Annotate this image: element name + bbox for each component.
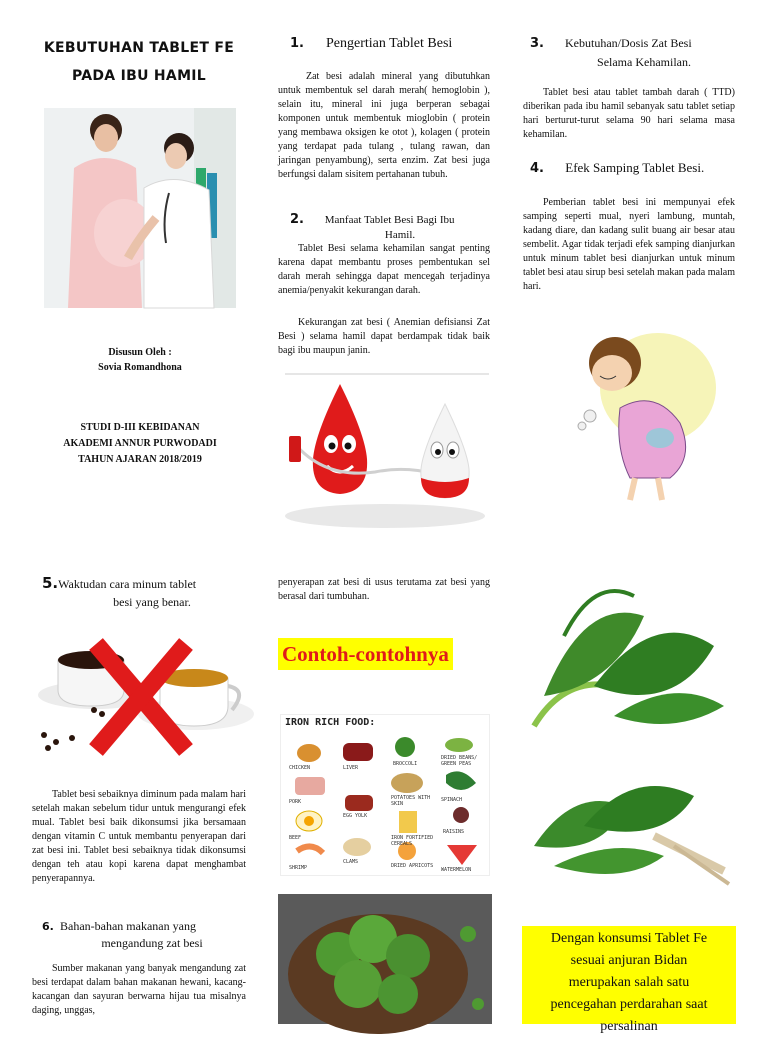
- section-1-body: Zat besi adalah mineral yang dibutuhkan untuk membentuk sel darah merah( hemoglobin ), selain itu, mineral ini juga berperan sebagai komponen untuk membentuk mioglobin ( protein yang membawa oksigen ke otot ), kolagen ( protein yang terdapat pada tulang , tulang rawan, dan jaringan penyambung), serta enzim. Zat besi juga berfungsi dalam sisitem pertahanan tubuh.: [278, 71, 490, 180]
- broccoli-photo: [278, 894, 492, 1024]
- pregnant-woman-checkup-photo: [44, 108, 236, 308]
- iron-food-label: IRON FORTIFIED CEREALS: [391, 835, 434, 847]
- iron-food-title: IRON RICH FOOD:: [285, 717, 376, 728]
- section-4-heading: 4. Efek Samping Tablet Besi.: [530, 160, 705, 176]
- iron-rich-food-chart: [280, 714, 490, 876]
- continued-body: penyerapan zat besi di usus terutama zat besi yang berasal dari tumbuhan.: [278, 577, 490, 602]
- section-5-body: Tablet besi sebaiknya diminum pada malam hari setelah makan sebelum tidur untuk mengurangi efek mual. Tablet besi baik dikonsumsi jika bersamaan dengan vitamin C untuk membantu penyerapan dari zat besi ini. Tablet besi sebaiknya tidak dikonsumsi dengan teh atau kopi karena dapat menghambat penyerapannya.: [32, 789, 246, 884]
- institution-block: STUDI D-III KEBIDANAN AKADEMI ANNUR PURWODADI TAHUN AJARAN 2018/2019: [63, 422, 217, 465]
- closing-message-box: Dengan konsumsi Tablet Fe sesuai anjuran Bidan merupakan salah satu pencegahan perdarahan saat persalinan: [522, 926, 736, 1024]
- iron-food-label: WATERMELON: [441, 867, 472, 873]
- iron-food-label: BROCCOLI: [393, 761, 418, 767]
- nauseous-pregnant-woman-illustration: [560, 328, 720, 508]
- iron-food-label: CLAMS: [343, 859, 359, 865]
- section-1-heading: 1. Pengertian Tablet Besi: [290, 36, 453, 51]
- section-2-body-1: Tablet Besi selama kehamilan sangat penting karena dapat membantu proses pembentukan sel darah merah sehingga dapat mencegah terjadinya anemia/penyakit kekurangan darah.: [278, 243, 490, 296]
- iron-food-label: SPINACH: [441, 797, 463, 803]
- iron-food-label: LIVER: [343, 765, 359, 771]
- iron-food-label: POTATOES WITH SKIN: [391, 795, 431, 807]
- spinach-photo-1: [524, 576, 736, 738]
- iron-food-label: EGG YOLK: [343, 813, 368, 819]
- iron-food-label: RAISINS: [443, 829, 465, 835]
- section-6-heading: 6. Bahan-bahan makanan yang mengandung zat besi: [42, 919, 203, 950]
- spinach-photo-2: [524, 766, 736, 892]
- author-block: Disusun Oleh : Sovia Romandhona: [98, 347, 182, 373]
- section-6-body: Sumber makanan yang banyak mengandung zat besi terdapat dalam bahan makanan hewani, kacang-kacangan dan sayuran berwarna hijau tua misalnya daging, unggas,: [32, 963, 246, 1016]
- brochure-title: KEBUTUHAN TABLET FE PADA IBU HAMIL: [43, 40, 235, 84]
- iron-food-label: CHICKEN: [289, 765, 311, 771]
- iron-food-label: DRIED APRICOTS: [391, 863, 434, 869]
- section-2-heading: 2. Manfaat Tablet Besi Bagi Ibu Hamil.: [290, 212, 455, 241]
- iron-food-label: SHRIMP: [289, 865, 308, 871]
- iron-food-label: BEEF: [289, 835, 302, 841]
- section-3-heading: 3. Kebutuhan/Dosis Zat Besi Selama Kehamilan.: [530, 36, 692, 69]
- section-4-body: Pemberian tablet besi ini mempunyai efek samping seperti mual, nyeri lambung, muntah, kadang diare, dan kadang sulit buang air besar atau sembelit. Agar tidak terjadi efek samping dianjurkan untuk minum tablet besi dianjurkan untuk minum tablet besi atau sirup besi setelah makan pada malam hari.: [523, 197, 735, 292]
- examples-title: Contoh-contohnya: [278, 638, 453, 670]
- section-3-body: Tablet besi atau tablet tambah darah ( TTD) diberikan pada ibu hamil sebanyak satu tablet setiap hari berturut-turut selama 90 hari selama masa kehamilan.: [523, 87, 735, 140]
- section-5-heading: 5.Waktudan cara minum tablet besi yang benar.: [42, 574, 197, 609]
- no-coffee-tea-image: [36, 640, 252, 756]
- iron-food-label: PORK: [289, 799, 302, 805]
- iron-food-label: DRIED BEANS/ GREEN PEAS: [441, 755, 478, 767]
- section-2-body-2: Kekurangan zat besi ( Anemian defisiansi Zat Besi ) selama hamil dapat berdampak tidak baik bagi ibu maupun janin.: [278, 317, 490, 356]
- blood-drop-mascots-image: [285, 374, 489, 530]
